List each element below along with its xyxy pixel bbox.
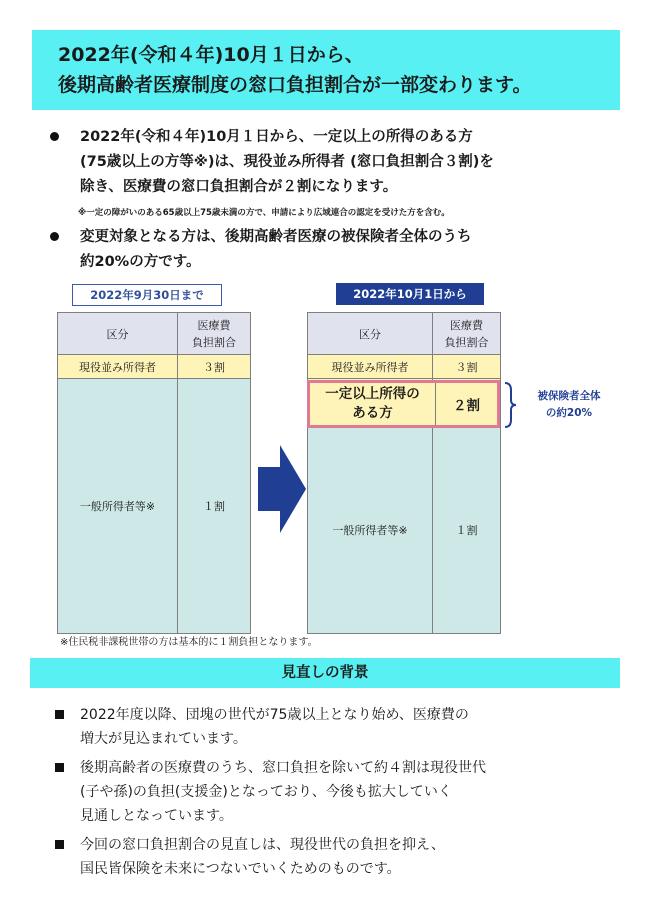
share-note: [520, 388, 618, 422]
background-line: 国民皆保険を未来につないでいくためのものです。: [80, 861, 401, 877]
row-rate: １割: [178, 379, 251, 634]
title-line-2: 後期高齢者医療制度の窓口負担割合が一部変わります。: [58, 74, 532, 96]
after-date-label: 2022年10月1日から: [336, 283, 484, 305]
square-bullet-icon: [55, 763, 64, 772]
row-category: 現役並み所得者: [308, 355, 433, 379]
highlight-category-line: 一定以上所得の: [325, 386, 420, 402]
tax-note: ※住民税非課税世帯の方は基本的に１割負担となります。: [60, 637, 318, 648]
after-table: [307, 312, 501, 634]
row-category: 一般所得者等※: [58, 379, 178, 634]
before-date-label: 2022年9月30日まで: [72, 284, 222, 306]
header-category: 区分: [308, 313, 433, 355]
bullet-item: [50, 225, 620, 275]
before-table: [57, 312, 251, 634]
row-category: 一般所得者等※: [308, 427, 433, 634]
bullet-line: 除き、医療費の窓口負担割合が２割になります。: [80, 179, 398, 195]
header-rate-line: 医療費: [450, 318, 483, 332]
bullet-dot-icon: [50, 232, 59, 241]
background-line: 後期高齢者の医療費のうち、窓口負担を除いて約４割は現役世代: [80, 760, 486, 776]
row-category: 現役並み所得者: [58, 355, 178, 379]
highlight-row: [307, 380, 500, 428]
title-banner: [32, 30, 620, 110]
row-rate: １割: [433, 427, 501, 634]
row-rate: ３割: [433, 355, 501, 379]
header-rate-line: 負担割合: [444, 335, 489, 349]
right-arrow-icon: [258, 445, 306, 533]
background-line: 2022年度以降、団塊の世代が75歳以上となり始め、医療費の: [80, 707, 469, 723]
section-title: 見直しの背景: [30, 658, 620, 688]
background-line: (子や孫)の負担(支援金)となっており、今後も拡大していく: [80, 784, 452, 800]
share-note-line: の約20%: [545, 407, 593, 419]
disability-note: ※一定の障がいのある65歳以上75歳未満の方で、申請により広域連合の認定を受けた方を含む。: [78, 208, 450, 218]
bullet-dot-icon: [50, 132, 59, 141]
title-line-1: 2022年(令和４年)10月１日から、: [58, 44, 364, 66]
right-brace-icon: [503, 382, 517, 428]
background-item: [55, 756, 625, 828]
square-bullet-icon: [55, 710, 64, 719]
row-rate: ３割: [178, 355, 251, 379]
background-item: [55, 833, 625, 881]
header-category: 区分: [58, 313, 178, 355]
share-note-line: 被保険者全体: [537, 390, 601, 402]
bullet-line: 変更対象となる方は、後期高齢者医療の被保険者全体のうち: [80, 229, 472, 245]
header-rate-line: 医療費: [197, 318, 231, 332]
bullet-line: (75歳以上の方等※)は、現役並み所得者 (窓口負担割合３割)を: [80, 154, 494, 170]
bullet-item: [50, 125, 620, 200]
highlight-category: [310, 383, 436, 425]
header-rate-line: 負担割合: [192, 335, 236, 349]
highlight-rate: ２割: [453, 398, 480, 414]
highlight-category-line: ある方: [352, 405, 393, 421]
bullet-line: 2022年(令和４年)10月１日から、一定以上の所得のある方: [80, 129, 473, 145]
background-line: 見通しとなっています。: [80, 808, 233, 824]
square-bullet-icon: [55, 840, 64, 849]
background-line: 増大が見込まれています。: [80, 731, 247, 747]
background-line: 今回の窓口負担割合の見直しは、現役世代の負担を抑え、: [80, 837, 445, 853]
background-item: [55, 703, 625, 751]
header-rate: [433, 313, 501, 355]
bullet-line: 約20%の方です。: [80, 254, 201, 270]
header-rate: [178, 313, 251, 355]
